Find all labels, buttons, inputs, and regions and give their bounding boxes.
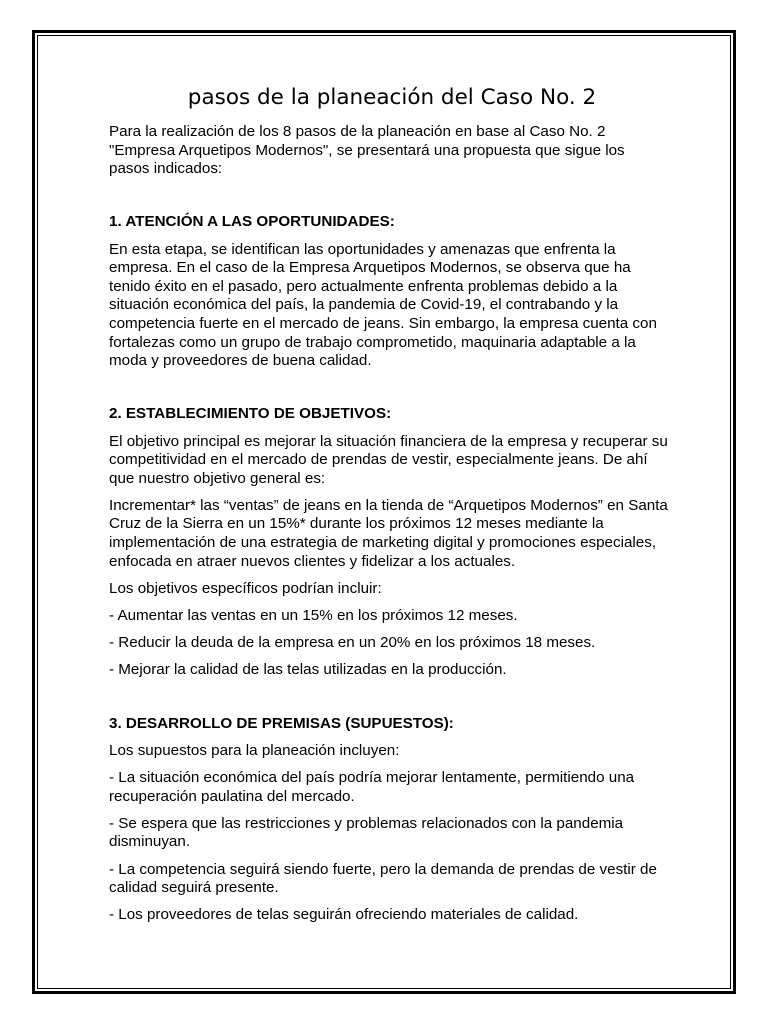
assumption-item: - La competencia seguirá siendo fuerte, pero la demanda de prendas de vestir de calidad seguirá presente. [109, 860, 657, 897]
section-3-paragraph: Los supuestos para la planeación incluyen: [109, 741, 400, 759]
intro-paragraph: Para la realización de los 8 pasos de la planeación en base al Caso No. 2 "Empresa Arquetipos Modernos", se presentará una propuesta que sigue los pasos indicados: [109, 123, 625, 178]
section-heading-oportunidades: 1. ATENCIÓN A LAS OPORTUNIDADES: [109, 213, 395, 231]
section-2-general-objective: Incrementar* las “ventas” de jeans en la tienda de “Arquetipos Modernos” en Santa Cruz de la Sierra en un 15%* durante los próximos 12 meses mediante la implementación de una estrategia de marketing digital y promociones especiales, enfocada en atraer nuevos clientes y fidelizar a los actuales. [109, 496, 668, 570]
section-spacer [109, 379, 669, 405]
section-2-specific-intro: Los objetivos específicos podrían incluir: [109, 579, 382, 597]
specific-objective-item: - Aumentar las ventas en un 15% en los próximos 12 meses. [109, 607, 518, 625]
assumption-item: - Los proveedores de telas seguirán ofreciendo materiales de calidad. [109, 906, 579, 924]
document-body [109, 84, 669, 934]
section-2-paragraph: El objetivo principal es mejorar la situación financiera de la empresa y recuperar su competitividad en el mercado de prendas de vestir, especialmente jeans. De ahí que nuestro objetivo general es: [109, 432, 668, 487]
section-heading-premisas: 3. DESARROLLO DE PREMISAS (SUPUESTOS): [109, 714, 454, 732]
section-spacer [109, 187, 669, 213]
document-title: pasos de la planeación del Caso No. 2 [187, 85, 597, 110]
assumption-item: - La situación económica del país podría mejorar lentamente, permitiendo una recuperación paulatina del mercado. [109, 768, 635, 805]
section-spacer [109, 689, 669, 715]
section-1-paragraph: En esta etapa, se identifican las oportunidades y amenazas que enfrenta la empresa. En el caso de la Empresa Arquetipos Modernos, se observa que ha tenido éxito en el pasado, pero actualmente enfrenta problemas debido a la situación económica del país, la pandemia de Covid-19, el contrabando y la competencia fuerte en el mercado de jeans. Sin embargo, la empresa cuenta con fortalezas como un grupo de trabajo comprometido, maquinaria adaptable a la moda y proveedores de buena calidad. [109, 240, 657, 370]
section-heading-objetivos: 2. ESTABLECIMIENTO DE OBJETIVOS: [109, 405, 392, 423]
specific-objective-item: - Reducir la deuda de la empresa en un 20% en los próximos 18 meses. [109, 634, 596, 652]
assumption-item: - Se espera que las restricciones y problemas relacionados con la pandemia disminuyan. [109, 814, 624, 851]
specific-objective-item: - Mejorar la calidad de las telas utilizadas en la producción. [109, 661, 507, 679]
